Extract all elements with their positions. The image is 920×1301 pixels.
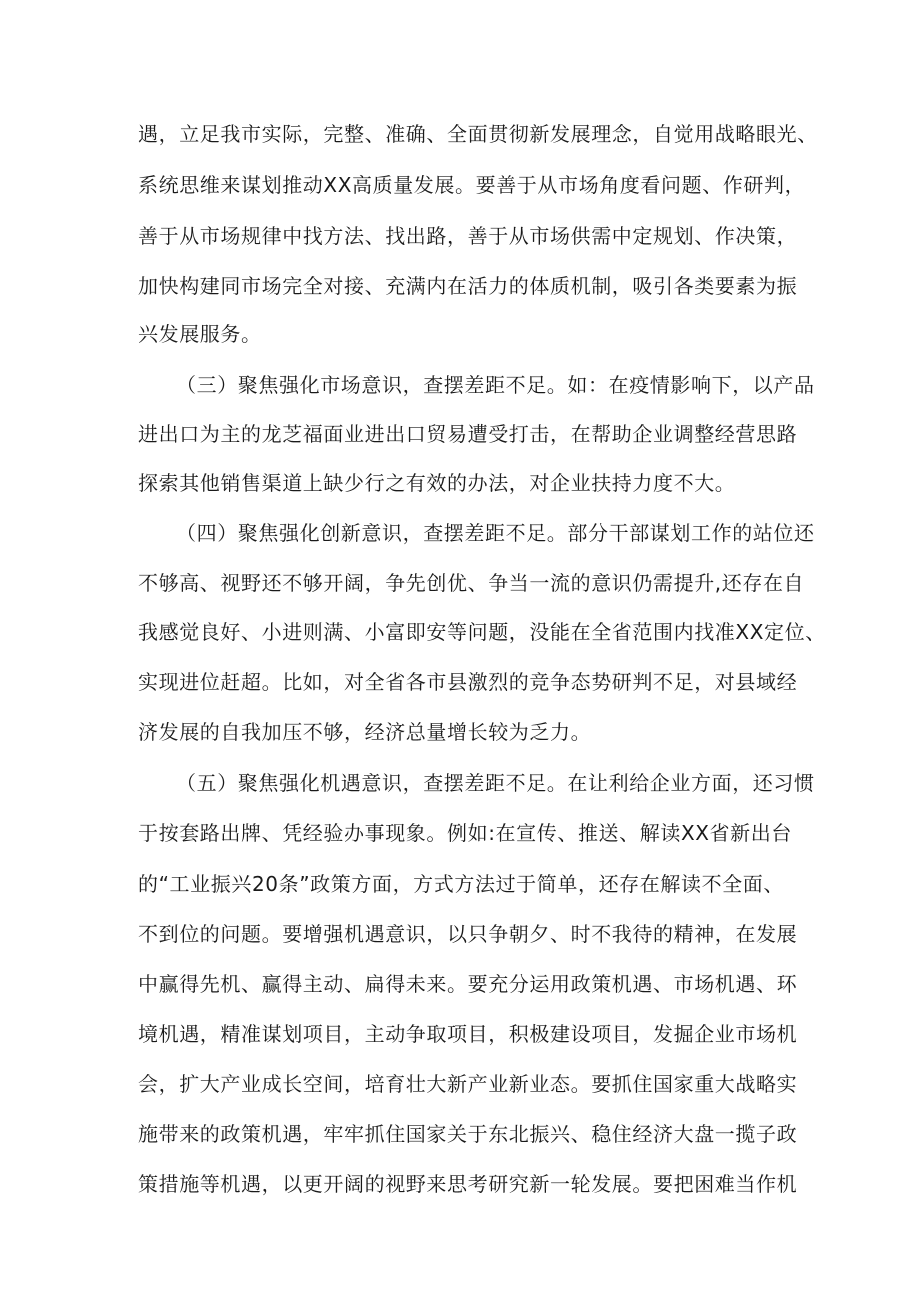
text-line: 施带来的政策机遇，牢牢抓住国家关于东北振兴、稳住经济大盘一揽子政 <box>138 1122 798 1146</box>
text-line: 策措施等机遇，以更开阔的视野来思考研究新一轮发展。要把困难当作机 <box>138 1172 798 1196</box>
text-line: 中赢得先机、赢得主动、扁得未来。要充分运用政策机遇、市场机遇、环 <box>138 972 798 996</box>
text-line: 济发展的自我加压不够，经济总量增长较为乏力。 <box>138 720 592 744</box>
paragraph-5-first-line: （五）聚焦强化机遇意识，查摆差距不足。在让利给企业方面，还习惯 <box>176 771 815 795</box>
text-line: 实现进位赶超。比如，对全省各市县激烈的竞争态势研判不足，对县域经 <box>138 670 798 694</box>
text-line: 境机遇，精准谋划项目，主动争取项目，积极建设项目，发掘企业市场机 <box>138 1022 798 1046</box>
text-line: 我感觉良好、小进则满、小富即安等问题，没能在全省范围内找准XX定位、 <box>138 620 826 644</box>
text-line: 的“工业振兴20条”政策方面，方式方法过于简单，还存在解读不全面、 <box>138 872 784 896</box>
paragraph-3-first-line: （三）聚焦强化市场意识，查摆差距不足。如：在疫情影响下，以产品 <box>176 373 815 397</box>
text-line: 善于从市场规律中找方法、找出路，善于从市场供需中定规划、作决策， <box>138 224 798 248</box>
text-line: 加快构建同市场完全对接、充满内在活力的体质机制，吸引各类要素为振 <box>138 274 798 298</box>
text-line: 不到位的问题。要增强机遇意识，以只争朝夕、时不我待的精神，在发展 <box>138 922 798 946</box>
paragraph-4-first-line: （四）聚焦强化创新意识，查摆差距不足。部分干部谋划工作的站位还 <box>176 521 815 545</box>
text-line: 会，扩大产业成长空间，培育壮大新产业新业态。要抓住国家重大战略实 <box>138 1072 798 1096</box>
text-line: 于按套路出牌、凭经验办事现象。例如:在宣传、推送、解读XX省新出台 <box>138 821 792 845</box>
text-line: 不够高、视野还不够开阔，争先创优、争当一流的意识仍需提升,还存在自 <box>138 571 805 595</box>
text-line: 进出口为主的龙芝福面业进出口贸易遭受打击，在帮助企业调整经营思路 <box>138 422 798 446</box>
text-line: 兴发展服务。 <box>138 322 262 346</box>
text-line: 系统思维来谋划推动XX高质量发展。要善于从市场角度看问题、作研判， <box>138 173 806 197</box>
text-line: 探索其他销售渠道上缺少行之有效的办法，对企业扶持力度不大。 <box>138 471 736 495</box>
text-line: 遇，立足我市实际，完整、准确、全面贯彻新发展理念，自觉用战略眼光、 <box>138 122 818 146</box>
